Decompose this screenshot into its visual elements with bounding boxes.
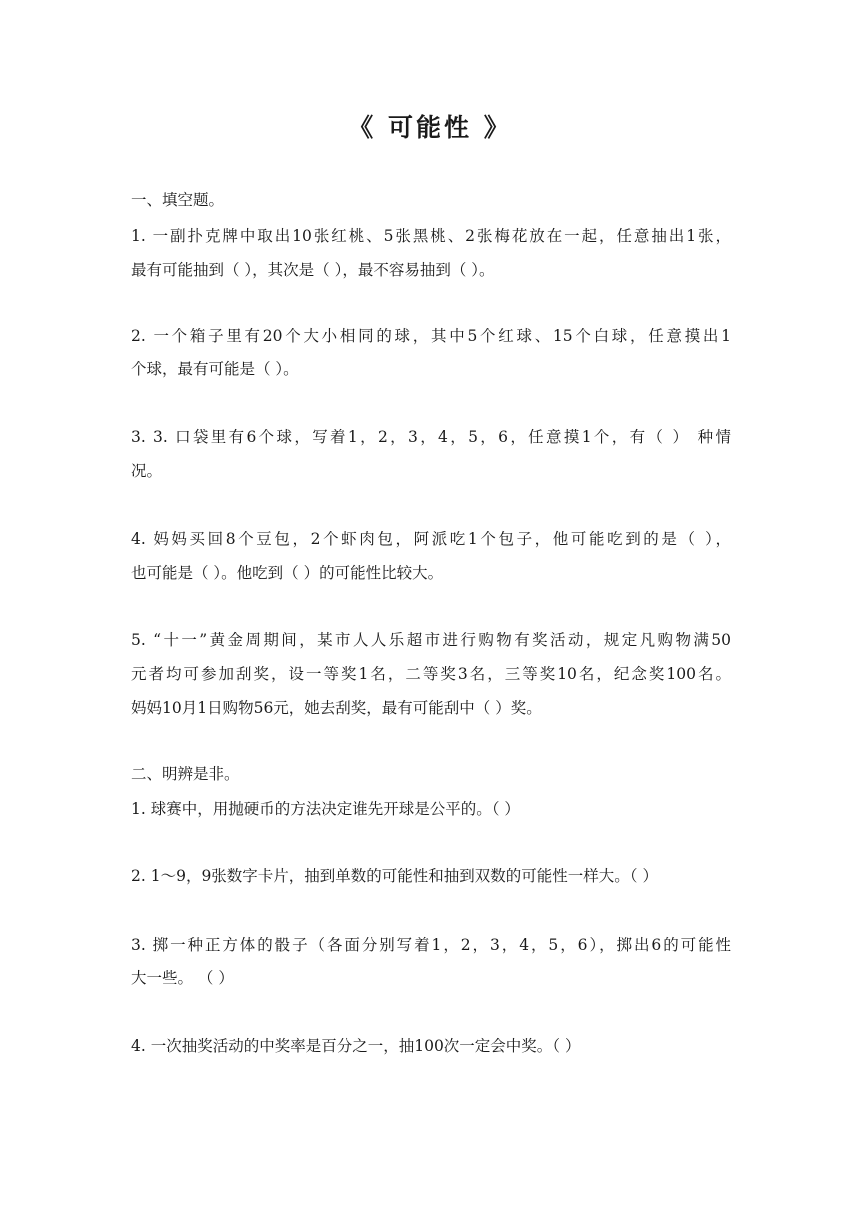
question-4-line-2: 也可能是（ ）。他吃到（ ）的可能性比较大。 xyxy=(131,564,444,582)
section-heading-true-false: 二、明辨是非。 xyxy=(131,765,240,783)
judgement-2-line-1: 2. 1～9，9张数字卡片，抽到单数的可能性和抽到双数的可能性一样大。（ ） xyxy=(131,867,658,885)
question-2-line-2: 个球，最有可能是（ ）。 xyxy=(131,360,299,378)
judgement-3-line-2: 大一些。 （ ） xyxy=(131,969,234,987)
question-2-line-1: 2. 一个箱子里有20个大小相同的球，其中5个红球、15个白球，任意摸出1 xyxy=(131,327,731,345)
section-heading-fill-in: 一、填空题。 xyxy=(131,191,225,209)
question-5-line-1: 5. “十一”黄金周期间，某市人人乐超市进行购物有奖活动，规定凡购物满50 xyxy=(131,631,731,649)
question-5-line-2: 元者均可参加刮奖，设一等奖1名，二等奖3名，三等奖10名，纪念奖100名。 xyxy=(131,665,731,683)
question-4-line-1: 4. 妈妈买回8个豆包，2个虾肉包，阿派吃1个包子，他可能吃到的是（ ）， xyxy=(131,530,731,548)
question-3-line-1: 3. 3. 口袋里有6个球，写着1，2，3，4，5，6，任意摸1个，有（ ） 种情 xyxy=(131,428,731,446)
question-3-line-2: 况。 xyxy=(131,462,163,480)
question-1-line-1: 1. 一副扑克牌中取出10张红桃、5张黑桃、2张梅花放在一起，任意抽出1张， xyxy=(131,227,731,245)
page-title: 《 可能性 》 xyxy=(348,113,512,142)
judgement-3-line-1: 3. 掷一种正方体的骰子（各面分别写着1，2，3，4，5，6），掷出6的可能性 xyxy=(131,936,731,954)
judgement-1-line-1: 1. 球赛中，用抛硬币的方法决定谁先开球是公平的。（ ） xyxy=(131,800,520,818)
question-5-line-3: 妈妈10月1日购物56元，她去刮奖，最有可能刮中（ ）奖。 xyxy=(131,699,542,717)
question-1-line-2: 最有可能抽到（ ），其次是（ ），最不容易抽到（ ）。 xyxy=(131,261,495,279)
judgement-4-line-1: 4. 一次抽奖活动的中奖率是百分之一，抽100次一定会中奖。（ ） xyxy=(131,1037,581,1055)
